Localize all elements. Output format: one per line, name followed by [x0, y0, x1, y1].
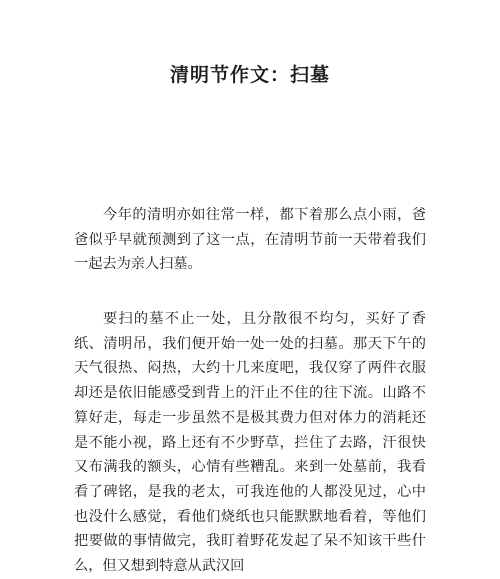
document-title: 清明节作文：扫墓 [169, 64, 330, 86]
paragraph-1: 今年的清明亦如往常一样，都下着那么点小雨，爸爸似乎早就预测到了这一点，在清明节前一天带着我们一起去为亲人扫墓。 [74, 207, 426, 273]
paragraph-2: 要扫的墓不止一处，且分散很不均匀，买好了香纸、清明吊，我们便开始一处一处的扫墓。那天下午的天气很热、闷热，大约十几来度吧，我仅穿了两件衣服却还是依旧能感受到背上的汗止不住的往下流。山路不算好走，每走一步虽然不是极其费力但对体力的消耗还是不能小视，路上还有不少野草，拦住了去路，汗很快又布满我的额头，心情有些糟乱。来到一处墓前，我看看了碑铭，是我的老太，可我连他的人都没见过，心中也没什么感觉，看他们烧纸也只能默默地看着，等他们把要做的事情做完，我盯着野花发起了呆不知该干些什么，但又想到特意从武汉回 [74, 311, 426, 575]
